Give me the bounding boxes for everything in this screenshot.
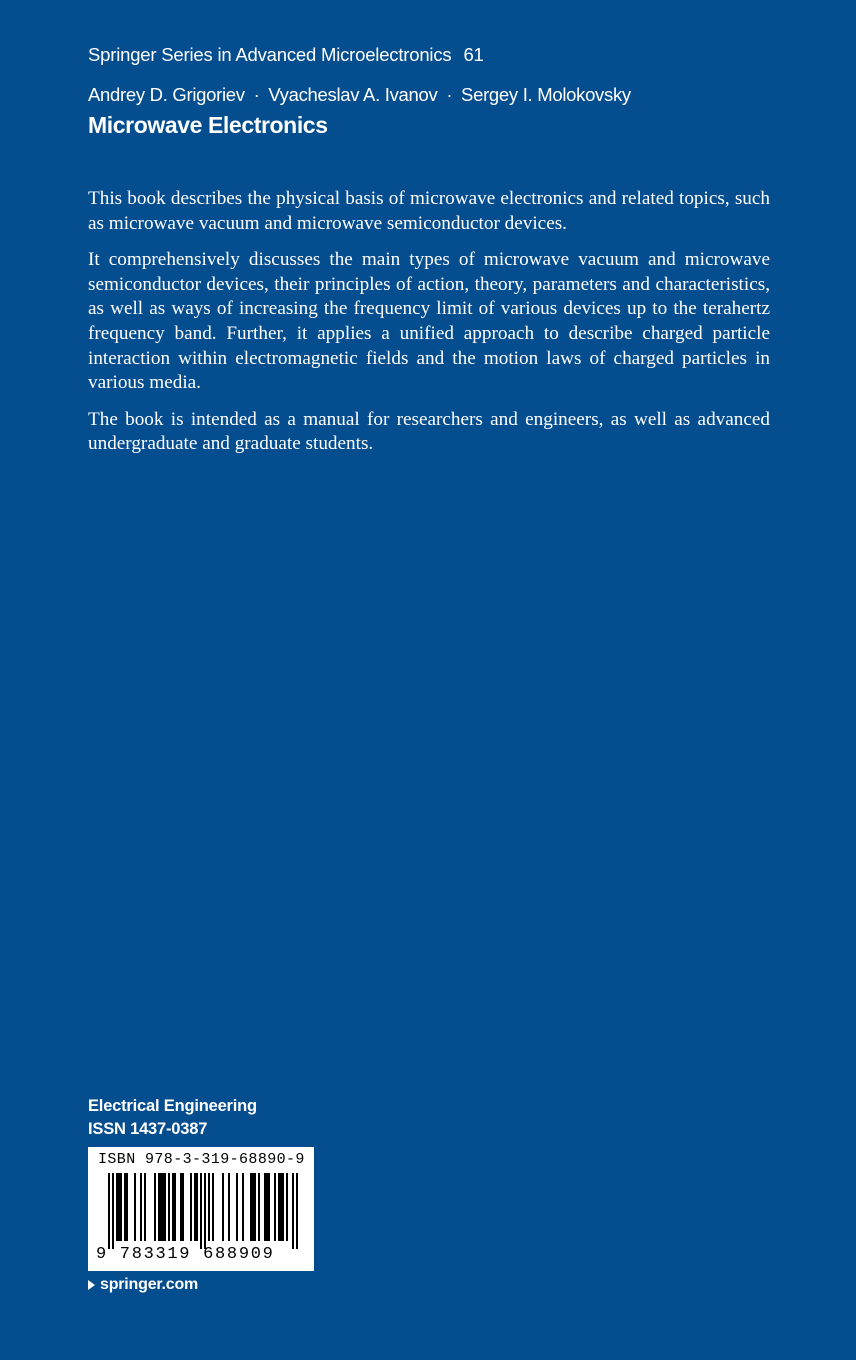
issn: ISSN 1437-0387 [88, 1120, 208, 1138]
barcode-bar [112, 1173, 114, 1249]
barcode-bar [124, 1173, 128, 1241]
barcode-bar [296, 1173, 298, 1249]
barcode-bar [236, 1173, 238, 1241]
series-line [88, 44, 484, 66]
author-separator: · [253, 84, 260, 105]
barcode-bar [190, 1173, 192, 1241]
barcode-bar [172, 1173, 176, 1241]
barcode-bar [116, 1173, 122, 1241]
author-separator: · [446, 84, 453, 105]
barcode-bar [274, 1173, 276, 1241]
book-title: Microwave Electronics [88, 112, 328, 138]
barcode-bar [200, 1173, 202, 1249]
barcode-digits: 9 783319 688909 [96, 1245, 275, 1264]
barcode-bar [158, 1173, 166, 1241]
barcode-bar [144, 1173, 146, 1241]
barcode-bar [278, 1173, 284, 1241]
description-paragraph: The book is intended as a manual for researchers and engineers, as well as advanced undergraduate and graduate students. [88, 408, 770, 455]
author-list [88, 84, 631, 106]
series-name: Springer Series in Advanced Microelectronics [88, 44, 452, 65]
isbn-label: ISBN 978-3-319-68890-9 [98, 1151, 305, 1168]
arrow-right-icon [88, 1280, 95, 1290]
barcode-bar [168, 1173, 170, 1241]
barcode-bar [264, 1173, 270, 1241]
barcode-bar [222, 1173, 224, 1241]
barcode-bar [258, 1173, 260, 1241]
barcode-bar [286, 1173, 288, 1241]
author-name: Vyacheslav A. Ivanov [268, 84, 438, 105]
barcode-bar [180, 1173, 184, 1241]
barcode-bar [140, 1173, 142, 1241]
barcode-bar [228, 1173, 230, 1241]
barcode-bar [134, 1173, 136, 1241]
barcode-bar [212, 1173, 214, 1241]
description-paragraph: This book describes the physical basis of microwave electronics and related topics, such as microwave vacuum and microwave semiconductor devices. [88, 188, 770, 234]
author-name: Andrey D. Grigoriev [88, 84, 245, 105]
series-number: 61 [463, 44, 484, 65]
website-text: springer.com [100, 1276, 199, 1293]
barcode-bar [194, 1173, 198, 1241]
barcode-bar [292, 1173, 294, 1249]
book-description [88, 187, 770, 469]
description-paragraph: It comprehensively discusses the main types of microwave vacuum and microwave semiconductor devices, their principles of action, theory, parameters and characteristics, as well as ways of increasing the frequency limit of various devices up to the terahertz frequency band. Further, it applies a unified approach to describe charged particle interaction within electromagnetic fields and the motion laws of charged particles in various media. [88, 249, 770, 394]
barcode-bar [208, 1173, 210, 1241]
barcode-bar [154, 1173, 156, 1241]
publisher-website-link[interactable] [88, 1276, 198, 1294]
subject-category: Electrical Engineering [88, 1097, 257, 1115]
barcode-bar [204, 1173, 206, 1249]
barcode-bar [108, 1173, 110, 1249]
author-name: Sergey I. Molokovsky [461, 84, 631, 105]
barcode-bar [242, 1173, 244, 1241]
subject-block [88, 1095, 257, 1141]
isbn-barcode [88, 1147, 314, 1271]
barcode-bar [250, 1173, 256, 1241]
